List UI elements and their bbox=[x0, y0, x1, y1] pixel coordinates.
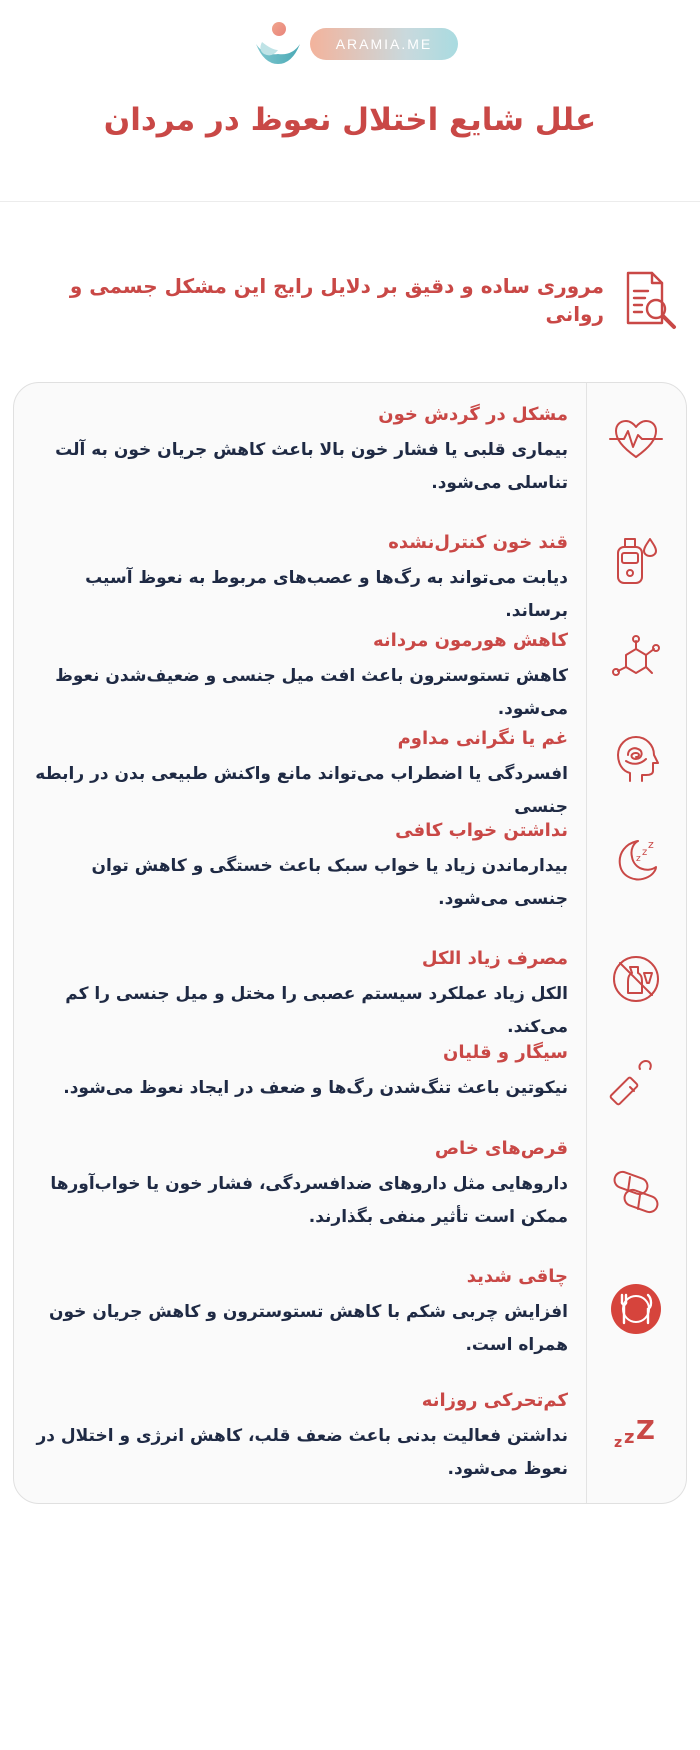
moon-sleep-icon bbox=[608, 831, 664, 887]
cause-description: دیابت می‌تواند به رگ‌ها و عصب‌های مربوط به نعوظ آسیب برساند. bbox=[85, 568, 568, 621]
zzz-icon bbox=[608, 1401, 664, 1457]
cause-title: نداشتن خواب کافی bbox=[395, 820, 568, 841]
page-title: علل شایع اختلال نعوظ در مردان bbox=[103, 102, 597, 138]
cause-description: افسردگی یا اضطراب می‌تواند مانع واکنش طبیعی بدن در رابطه جنسی bbox=[35, 764, 568, 817]
cause-description: کاهش تستوسترون باعث افت میل جنسی و ضعیف‌شدن نعوظ می‌شود. bbox=[55, 666, 568, 719]
svg-text:z: z bbox=[614, 1435, 623, 1451]
cause-description: داروهایی مثل داروهای ضدافسردگی، فشار خون یا خواب‌آورها ممکن است تأثیر منفی بگذارند. bbox=[50, 1174, 568, 1227]
subtitle-text: مروری ساده و دقیق بر دلایل رایج این مشکل جسمی و روانی bbox=[69, 274, 604, 326]
cause-item bbox=[13, 1039, 586, 1105]
cause-title: غم یا نگرانی مداوم bbox=[397, 728, 568, 749]
cigarette-icon bbox=[608, 1051, 664, 1107]
cause-item bbox=[13, 1135, 586, 1234]
pills-icon bbox=[608, 1163, 664, 1219]
document-search-icon bbox=[618, 269, 680, 331]
cause-title: چاقی شدید bbox=[466, 1266, 568, 1287]
fork-knife-icon bbox=[608, 1281, 664, 1337]
header bbox=[0, 0, 700, 202]
causes-card bbox=[13, 382, 687, 1504]
cause-description: الکل زیاد عملکرد سیستم عصبی را مختل و میل جنسی را کم می‌کند. bbox=[65, 984, 568, 1037]
glucose-meter-icon bbox=[608, 531, 664, 587]
cause-item bbox=[13, 401, 586, 500]
cause-item bbox=[13, 627, 586, 726]
cause-item bbox=[13, 817, 586, 916]
svg-text:z: z bbox=[648, 838, 654, 851]
svg-text:z: z bbox=[624, 1427, 635, 1448]
cause-title: سیگار و قلیان bbox=[443, 1042, 568, 1063]
cause-item bbox=[13, 1263, 586, 1362]
molecule-icon bbox=[608, 631, 664, 687]
heart-pulse-icon bbox=[608, 411, 664, 467]
cause-item bbox=[13, 945, 586, 1044]
brand-badge: ARAMIA.ME bbox=[310, 28, 458, 60]
cause-description: افزایش چربی شکم با کاهش تستوسترون و کاهش جریان خون همراه است. bbox=[48, 1302, 568, 1355]
subtitle-row bbox=[40, 268, 680, 332]
cause-item bbox=[13, 529, 586, 628]
cause-title: مشکل در گردش خون bbox=[378, 404, 568, 425]
no-alcohol-icon bbox=[608, 951, 664, 1007]
svg-text:z: z bbox=[642, 847, 648, 858]
svg-text:z: z bbox=[636, 854, 641, 864]
cause-description: نیکوتین باعث تنگ‌شدن رگ‌ها و ضعف در ایجاد نعوظ می‌شود. bbox=[63, 1078, 568, 1098]
cause-title: کاهش هورمون مردانه bbox=[372, 630, 568, 651]
icon-column bbox=[586, 383, 686, 1503]
cause-item bbox=[13, 1387, 586, 1486]
cause-title: قرص‌های خاص bbox=[434, 1138, 568, 1159]
cause-description: بیماری قلبی یا فشار خون بالا باعث کاهش جریان خون به آلت تناسلی می‌شود. bbox=[55, 440, 568, 493]
cause-title: قند خون کنترل‌نشده bbox=[388, 532, 568, 553]
cause-item bbox=[13, 725, 586, 824]
cause-description: بیدارماندن زیاد یا خواب سبک باعث خستگی و کاهش توان جنسی می‌شود. bbox=[91, 856, 568, 909]
cause-title: مصرف زیاد الکل bbox=[421, 948, 568, 969]
head-tangle-icon bbox=[608, 731, 664, 787]
cause-description: نداشتن فعالیت بدنی باعث ضعف قلب، کاهش انرژی و اختلال در نعوظ می‌شود. bbox=[36, 1426, 568, 1479]
cause-title: کم‌تحرکی روزانه bbox=[421, 1390, 568, 1411]
svg-text:Z: Z bbox=[636, 1416, 655, 1446]
aramia-logo-icon bbox=[252, 20, 304, 68]
